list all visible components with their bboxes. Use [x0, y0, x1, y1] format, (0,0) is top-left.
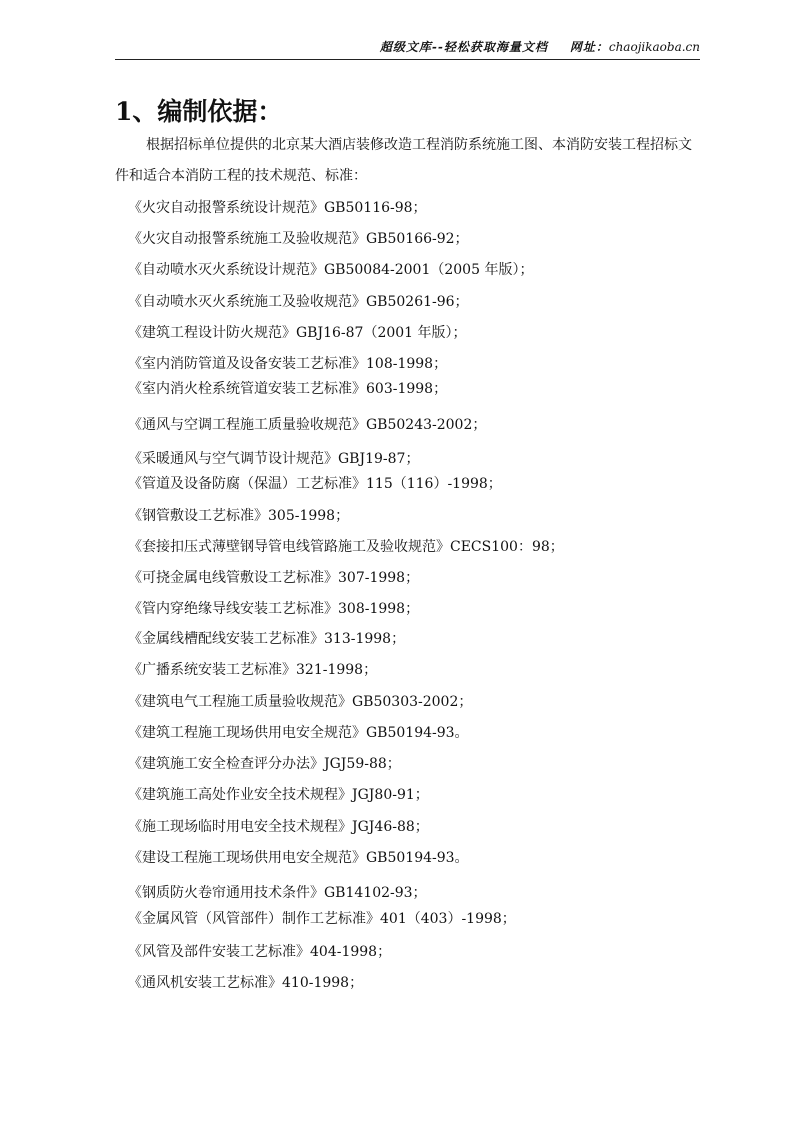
standard-item: 《建筑施工高处作业安全技术规程》JGJ80-91； — [128, 787, 429, 803]
standard-item: 《钢质防火卷帘通用技术条件》GB14102-93； — [128, 885, 427, 901]
intro-text: 根据招标单位提供的北京某大酒店装修改造工程消防系统施工图、本消防安装工程招标文件和适合本消防工程的技术规范、标准： — [115, 137, 692, 184]
standard-item: 《建筑工程施工现场供用电安全规范》GB50194-93。 — [128, 725, 469, 741]
header-text — [380, 38, 700, 55]
standard-item: 《套接扣压式薄壁钢导管电线管路施工及验收规范》CECS100：98； — [128, 539, 564, 555]
standard-item: 《风管及部件安装工艺标准》404-1998； — [128, 944, 392, 960]
header-divider — [115, 59, 700, 60]
standard-item: 《管道及设备防腐（保温）工艺标准》115（116）-1998； — [128, 476, 502, 492]
header-url: chaojikaoba.cn — [608, 40, 700, 54]
standard-item: 《室内消火栓系统管道安装工艺标准》603-1998； — [128, 381, 448, 397]
standard-item: 《施工现场临时用电安全技术规程》JGJ46-88； — [128, 819, 429, 835]
standard-item: 《钢管敷设工艺标准》305-1998； — [128, 508, 350, 524]
standard-item: 《自动喷水灭火系统设计规范》GB50084-2001（2005 年版）； — [128, 262, 534, 278]
standard-item: 《建筑施工安全检查评分办法》JGJ59-88； — [128, 756, 401, 772]
standard-item: 《自动喷水灭火系统施工及验收规范》GB50261-96； — [128, 294, 469, 310]
header-site-name: 超级文库--轻松获取海量文档 — [379, 40, 548, 54]
header-url-label: 网址： — [569, 40, 609, 54]
standard-item: 《通风机安装工艺标准》410-1998； — [128, 975, 364, 991]
standard-item: 《金属线槽配线安装工艺标准》313-1998； — [128, 631, 406, 647]
standard-item: 《建筑工程设计防火规范》GBJ16-87（2001 年版）； — [128, 325, 467, 341]
standard-item: 《广播系统安装工艺标准》321-1998； — [128, 662, 378, 678]
standard-item: 《采暖通风与空气调节设计规范》GBJ19-87； — [128, 451, 420, 467]
section-title: 1、编制依据： — [115, 97, 283, 126]
standard-item: 《建设工程施工现场供用电安全规范》GB50194-93。 — [128, 850, 469, 866]
standard-item: 《可挠金属电线管敷设工艺标准》307-1998； — [128, 570, 420, 586]
standard-item: 《金属风管（风管部件）制作工艺标准》401（403）-1998； — [128, 911, 516, 927]
standard-item: 《室内消防管道及设备安装工艺标准》108-1998； — [128, 356, 448, 372]
standard-item: 《火灾自动报警系统施工及验收规范》GB50166-92； — [128, 231, 469, 247]
intro-paragraph — [115, 130, 700, 192]
standard-item: 《火灾自动报警系统设计规范》GB50116-98； — [128, 200, 427, 216]
page-header — [115, 30, 700, 60]
standard-item: 《管内穿绝缘导线安装工艺标准》308-1998； — [128, 601, 420, 617]
standard-item: 《建筑电气工程施工质量验收规范》GB50303-2002； — [128, 694, 473, 710]
standard-item: 《通风与空调工程施工质量验收规范》GB50243-2002； — [128, 417, 487, 433]
